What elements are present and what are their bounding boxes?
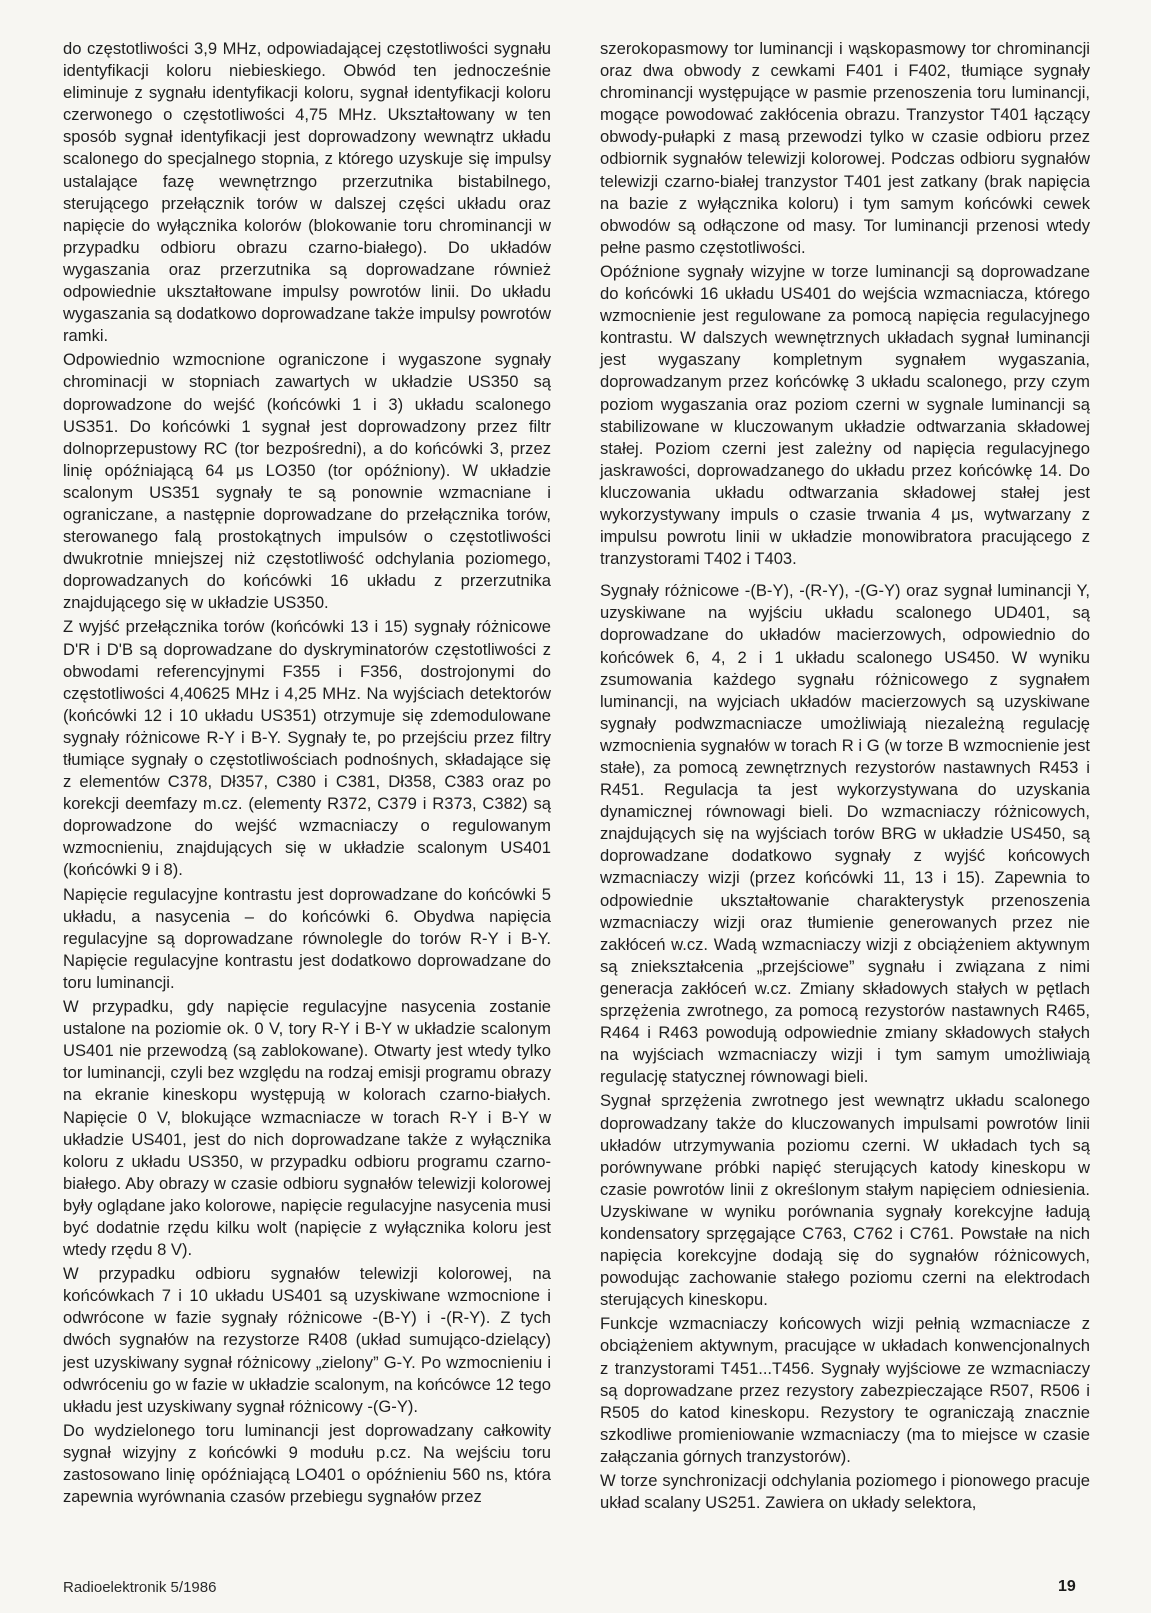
paragraph: Napięcie regulacyjne kontrastu jest doprowadzane do końcówki 5 układu, a nasycenia – do końcówki 6. Obydwa napięcia regulacyjne są doprowadzane równolegle do torów R-Y i B-Y. Napięcie regulacyjne kontrastu jest dodatkowo doprowadzane do toru luminancji. — [63, 884, 551, 992]
paragraph: do częstotliwości 3,9 MHz, odpowiadającej częstotliwości sygnału identyfikacji koloru niebieskiego. Obwód ten jednocześnie eliminuje z sygnału identyfikacji koloru, sygnał identyfikacji koloru czerwonego o częstotliwości 4,75 MHz. Ukształtowany w ten sposób sygnał identyfikacji jest doprowadzony wewnątrz układu scalonego do specjalnego stopnia, z którego uzyskuje się impulsy ustalające fazę wewnętrzngo przerzutnika bistabilnego, sterującego przełącznik torów w dalszej części układu oraz napięcie do wyłącznika kolorów (blokowanie toru chrominancji w przypadku odbioru obrazu czarno-białego). Do układów wygaszania oraz przerzutnika są doprowadzane również odpowiednie ukształtowane impulsy powrotów linii. Do układu wygaszania są dodatkowo doprowadzane także impulsy powrotów ramki. — [63, 39, 551, 346]
paragraph: Opóźnione sygnały wizyjne w torze luminancji są doprowadzane do końcówki 16 układu US401 do wejścia wzmacniacza, którego wzmocnienie jest regulowane za pomocą napięcia regulacyjnego kontrastu. W dalszych wewnętrznych układach sygnał luminancji jest wygaszany kompletnym sygnałem wygaszania, doprowadzanym przez końcówkę 3 układu scalonego, przy czym poziom wygaszania oraz poziom czerni w sygnale luminancji są stabilizowane w kluczowanym układzie odtwarzania składowej stałej. Poziom czerni jest zależny od napięcia regulacyjnego jaskrawości, doprowadzanego do układu przez końcówkę 14. Do kluczowania układu odtwarzania składowej stałej jest wykorzystywany impuls o czasie trwania 4 μs, wytwarzany z impulsu powrotu linii w układzie monowibratora pracującego z tranzystorami T402 i T403. — [600, 261, 1090, 569]
right-text-column — [600, 38, 1090, 1514]
paragraph: Sygnały różnicowe -(B-Y), -(R-Y), -(G-Y) oraz sygnał luminancji Y, uzyskiwane na wyjściu układu scalonego UD401, są doprowadzane do układów macierzowych, odpowiednio do końcówek 6, 4, 2 i 1 układu scalonego US450. W wyniku zsumowania każdego sygnału różnicowego z sygnałem luminancji, na wyjciach układów macierzowych są uzyskiwane sygnały podwzmacniacze umożliwiają niezależną regulację wzmocnienia sygnałów w torach R i G (w torze B wzmocnienie jest stałe), za pomocą zewnętrznych rezystorów nastawnych R453 i R451. Regulacja ta jest wykorzystywana do uzyskania dynamicznej równowagi bieli. Do wzmacniaczy różnicowych, znajdujących się na wyjściach torów BRG w układzie US450, są doprowadzane dodatkowo sygnały z wyjść końcowych wzmacniaczy wizji (przez końcówki 11, 13 i 15). Zapewnia to odpowiednie ukształtowanie charakterystyk przenoszenia wzmacniaczy wizji oraz tłumienie generowanych przez nie zakłóceń w.cz. Wadą wzmacniaczy wizji z obciążeniem aktywnym są zniekształcenia „przejściowe” sygnału i związana z nimi generacja zakłóceń w.cz. Zmiany składowych stałych w pętlach sprzężenia zwrotnego, za pomocą rezystorów nastawnych R465, R464 i R463 powodują odpowiednie zmiany składowych stałych na wyjściach wzmacniaczy wizji i tym samym umożliwiają regulację statycznej równowagi bieli. — [600, 581, 1090, 1087]
page-number: 19 — [1058, 1578, 1076, 1595]
publication-footer: Radioelektronik 5/1986 — [63, 1579, 217, 1596]
left-text-column — [63, 38, 551, 1508]
paragraph: Sygnał sprzężenia zwrotnego jest wewnątrz układu scalonego doprowadzany także do kluczowanych impulsami powrotów linii układów utrzymywania poziomu czerni. W układach tych są porównywane próbki napięć sterujących katody kineskopu w czasie powrotów linii z określonym stałym napięciem odniesienia. Uzyskiwane w wyniku porównania sygnały korekcyjne ładują kondensatory sprzęgające C763, C762 i C761. Powstałe na nich napięcia korekcyjne dodają się do sygnałów różnicowych, powodując zachowanie stałego poziomu czerni na elektrodach sterujących kineskopu. — [600, 1091, 1090, 1310]
paragraph: W przypadku odbioru sygnałów telewizji kolorowej, na końcówkach 7 i 10 układu US401 są uzyskiwane wzmocnione i odwrócone w fazie sygnały różnicowe -(B-Y) i -(R-Y). Z tych dwóch sygnałów na rezystorze R408 (układ sumująco-dzielący) jest uzyskiwany sygnał różnicowy „zielony” G-Y. Po wzmocnieniu i odwróceniu go w fazie w układzie scalonym, na końcówce 12 tego układu jest uzyskiwany sygnał różnicowy -(G-Y). — [63, 1264, 551, 1416]
paragraph: Funkcje wzmacniaczy końcowych wizji pełnią wzmacniacze z obciążeniem aktywnym, pracujące w układach konwencjonalnych z tranzystorami T451...T456. Sygnały wyjściowe ze wzmacniaczy są doprowadzane przez rezystory zabezpieczające R507, R506 i R505 do katod kineskopu. Rezystory te ograniczają znacznie szkodliwe promieniowanie wzmacniaczy (ma to miejsce w czasie załączania górnych tranzystorów). — [600, 1314, 1090, 1466]
paragraph: Do wydzielonego toru luminancji jest doprowadzany całkowity sygnał wizyjny z końcówki 9 modułu p.cz. Na wejściu toru zastosowano linię opóźniającą LO401 o opóźnieniu 560 ns, która zapewnia wyrównania czasów przebiegu sygnałów przez — [63, 1420, 551, 1507]
paragraph: Z wyjść przełącznika torów (końcówki 13 i 15) sygnały różnicowe D'R i D'B są doprowadzane do dyskryminatorów częstotliwości z obwodami referencyjnymi F355 i F356, dostrojonymi do częstotliwości 4,40625 MHz i 4,25 MHz. Na wyjściach detektorów (końcówki 12 i 10 układu US351) otrzymuje się zdemodulowane sygnały różnicowe R-Y i B-Y. Sygnały te, po przejściu przez filtry tłumiące sygnały o częstotliwościach podnośnych, składające się z elementów C378, Dł357, C380 i C381, Dł358, C383 oraz po korekcji deemfazy m.cz. (elementy R372, C379 i R373, C382) są doprowadzone do wejść wzmacniaczy o regulowanym wzmocnieniu, znajdujących się w układzie scalonym US401 (końcówki 9 i 8). — [63, 617, 551, 880]
paragraph: W przypadku, gdy napięcie regulacyjne nasycenia zostanie ustalone na poziomie ok. 0 V, tory R-Y i B-Y w układzie scalonym US401 nie przewodzą (są zablokowane). Otwarty jest wtedy tylko tor luminancji, czyli bez względu na rodzaj emisji programu obrazy na ekranie kineskopu występują w kolorach czarno-białych. Napięcie 0 V, blokujące wzmacniacze w torach R-Y i B-Y w układzie US401, jest do nich doprowadzane także z wyłącznika koloru z układu US350, w przypadku odbioru programu czarno-białego. Aby obrazy w czasie odbioru sygnałów telewizji kolorowej były oglądane jako kolorowe, napięcie regulacyjne nasycenia musi być dodatnie rzędu kilku wolt (napięcie z wyłącznika koloru jest wtedy rzędu 8 V). — [63, 997, 551, 1260]
paragraph: W torze synchronizacji odchylania poziomego i pionowego pracuje układ scalany US251. Zawiera on układy selektora, — [600, 1471, 1090, 1513]
paragraph: szerokopasmowy tor luminancji i wąskopasmowy tor chrominancji oraz dwa obwody z cewkami F401 i F402, tłumiące sygnały chrominancji występujące w pasmie przenoszenia toru luminancji, mogące powodować zakłócenia obrazu. Tranzystor T401 łączący obwody-pułapki z masą przewodzi tylko w czasie odbioru przez odbiornik sygnałów telewizji kolorowej. Podczas odbioru sygnałów telewizji czarno-białej tranzystor T401 jest zatkany (brak napięcia na bazie z wyłącznika koloru) i tym samym końcówki cewek obwodów są odłączone od masy. Tor luminancji przenosi wtedy pełne pasmo częstotliwości. — [600, 39, 1090, 257]
paragraph: Odpowiednio wzmocnione ograniczone i wygaszone sygnały chrominacji w stopniach zawartych w układzie US350 są doprowadzone do wejść (końcówki 1 i 3) układu scalonego US351. Do końcówki 1 sygnał jest doprowadzony przez filtr dolnoprzepustowy RC (tor bezpośredni), a do końcówki 3, przez linię opóźniającą 64 μs LO350 (tor opóźniony). W układzie scalonym US351 sygnały te są ponownie wzmacniane i ograniczane, a następnie doprowadzane do przełącznika torów, sterowanego falą prostokątnych impulsów o częstotliwości dwukrotnie mniejszej niż częstotliwość odchylania poziomego, doprowadzanych do końcówki 16 układu z przerzutnika znajdującego się w układzie US350. — [63, 350, 551, 613]
